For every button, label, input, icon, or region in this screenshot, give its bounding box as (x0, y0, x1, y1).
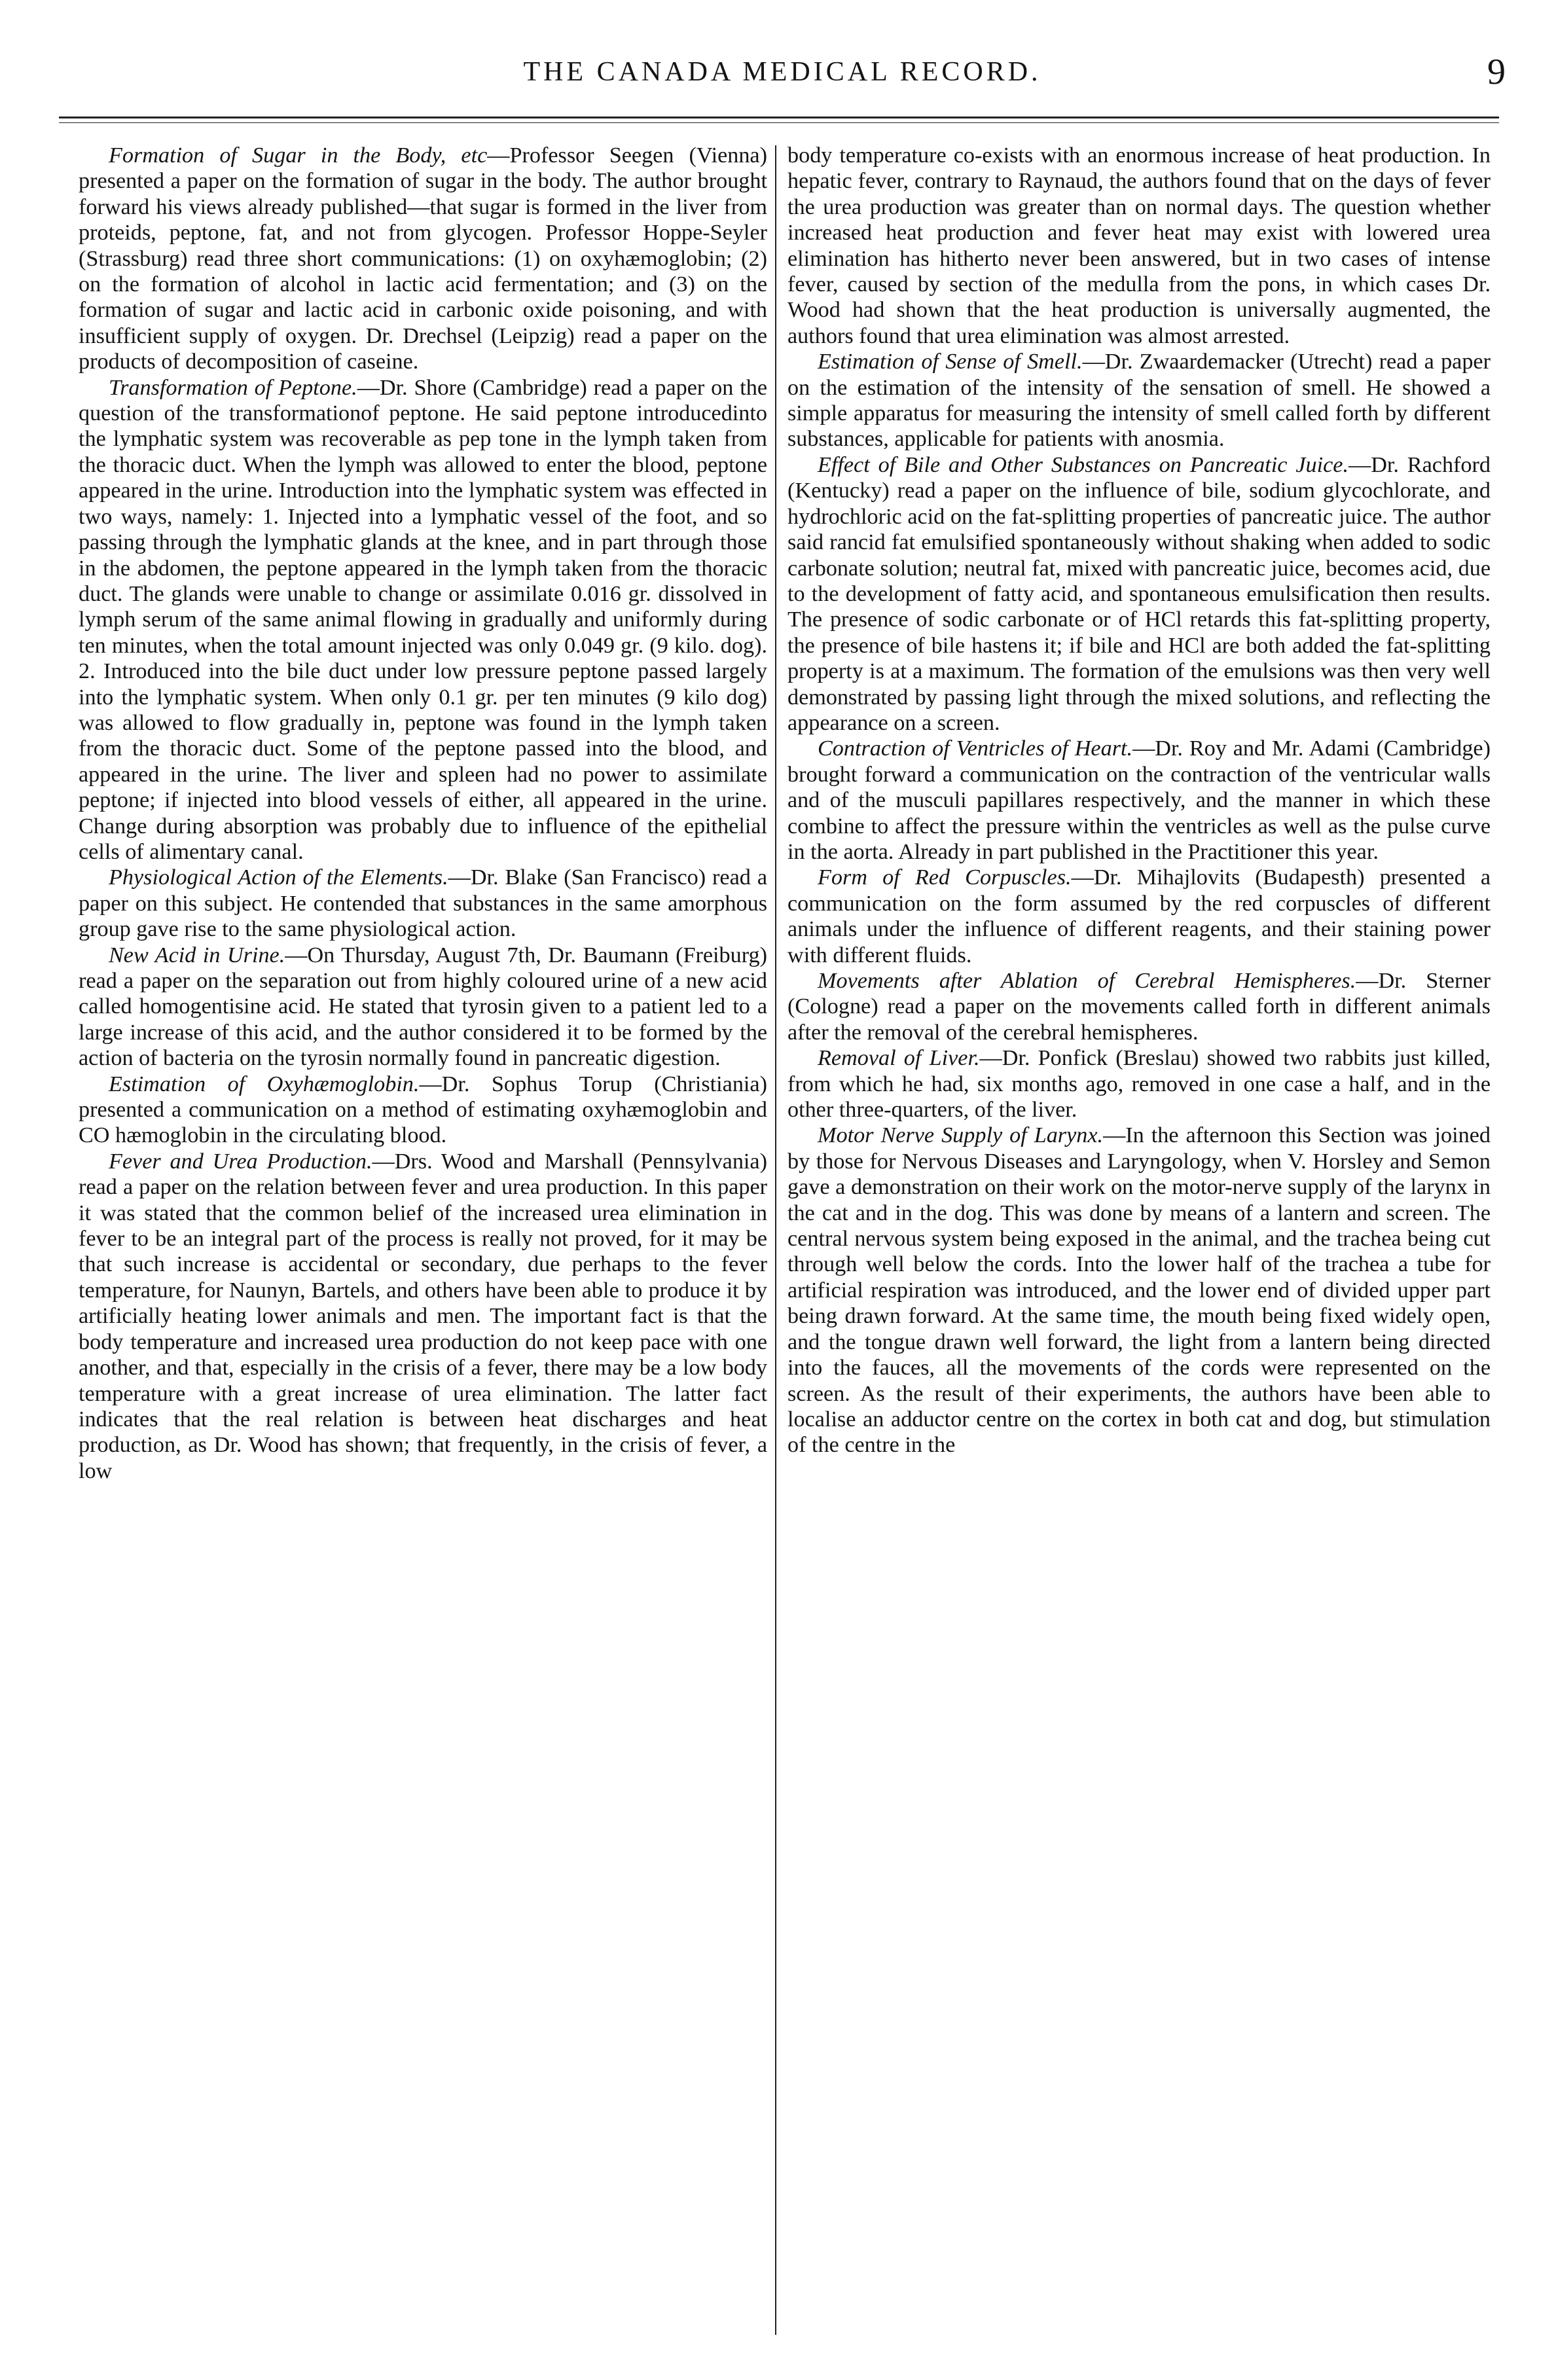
paragraph-text: body temperature co-exists with an enormous increase of heat production. In hepatic fever, contrary to Raynaud, the authors found that on the days of fever the urea production was greater than on normal days. The question whether increased heat production and fever heat may exist with lowered urea elimination has hitherto never been answered, but in two cases of intense fever, caused by section of the medulla from the pons, in which cases Dr. Wood had shown that the heat production is universally augmented, the authors found that urea elimination was almost arrested. (787, 143, 1491, 348)
paragraph-text: —Dr. Shore (Cambridge) read a paper on the question of the transformationof peptone. He said peptone introducedinto the lymphatic system was recoverable as pep tone in the lymph taken from the thoracic duct. When the lymph was allowed to enter the blood, peptone appeared in the urine. Introduction into the lymphatic system was effected in two ways, namely: 1. Injected into a lymphatic vessel of the foot, and so passing through the lymphatic glands at the knee, and in part through those in the abdomen, the peptone appeared in the lymph taken from the thoracic duct. The glands were unable to change or assimilate 0.016 gr. dissolved in lymph serum of the same animal flowing in gradually and uniformly during ten minutes, when the total amount injected was only 0.049 gr. (9 kilo. dog). 2. Introduced into the bile duct under low pressure peptone passed largely into the lymphatic system. When only 0.1 gr. per ten minutes (9 kilo dog) was allowed to flow gradually in, peptone was found in the lymph taken from the thoracic duct. Some of the peptone passed into the blood, and appeared in the urine. The liver and spleen had no power to assimilate peptone; if injected into blood vessels of either, all appeared in the urine. Change during absorption was probably due to influence of the epithelial cells of alimentary canal. (79, 375, 768, 864)
paragraph (79, 943, 767, 1072)
section-heading: Estimation of Oxyhæmoglobin. (109, 1072, 420, 1096)
paragraph-text: —Dr. Ponfick (Breslau) showed two rabbits just killed, from which he had, six months ago, removed in one case a half, and in the other three-quarters, of the liver. (787, 1046, 1491, 1123)
paragraph-text: —Drs. Wood and Marshall (Pennsylvania) read a paper on the relation between fever and urea production. In this paper it was stated that the common belief of the increased urea elimination in fever to be an integral part of the process is really not proved, for it may be that such increase is accidental or secondary, due perhaps to the fever temperature, for Naunyn, Bartels, and others have been able to produce it by artificially heating lower animals and men. The important fact is that the body temperature and increased urea production do not keep pace with one another, and that, especially in the crisis of a fever, there may be a low body temperature with a great increase of urea elimination. The latter fact indicates that the real relation is between heat discharges and heat production, as Dr. Wood has shown; that frequently, in the crisis of fever, a low (79, 1149, 767, 1483)
paragraph-text: —Dr. Blake (San Francisco) read a paper on this subject. He contended that substances in the same amorphous group gave rise to the same physiological action. (79, 865, 767, 942)
paragraph (79, 1149, 767, 1484)
paragraph-text: —Dr. Mihajlovits (Budapesth) presented a communication on the form assumed by the red corpuscles of different animals under the influence of different reagents, and their staining power with different fluids. (787, 865, 1491, 967)
section-heading: Fever and Urea Production. (109, 1149, 372, 1174)
paragraph (787, 865, 1491, 968)
page-header (59, 51, 1506, 97)
section-heading: Formation of Sugar in the Body, etc (109, 143, 488, 168)
section-heading: Motor Nerve Supply of Larynx. (818, 1123, 1104, 1148)
section-heading: Physiological Action of the Elements. (109, 865, 448, 890)
paragraph-text: —Dr. Sterner (Cologne) read a paper on the movements called forth in different animals after the removal of the cerebral hemispheres. (787, 969, 1491, 1045)
section-heading: Form of Red Corpuscles. (818, 865, 1072, 890)
paragraph-text: —Dr. Zwaardemacker (Utrecht) read a paper on the estimation of the intensity of the sensation of smell. He showed a simple apparatus for measuring the intensity of smell called forth by different substances, applicable for patients with anosmia. (787, 350, 1491, 452)
paragraph (79, 865, 767, 942)
paragraph-text: —Dr. Sophus Torup (Christiania) presented a communication on a method of estimating oxyhæmoglobin and CO hæmoglobin in the circulating blood. (79, 1072, 767, 1148)
paragraph (787, 968, 1491, 1045)
page-number: 9 (1487, 52, 1506, 92)
paragraph (79, 1072, 767, 1149)
paragraph (787, 1123, 1491, 1458)
paragraph (79, 375, 767, 865)
paragraph (787, 349, 1491, 452)
section-heading: Transformation of Peptone. (109, 375, 357, 400)
column-divider (775, 145, 776, 2335)
running-title: THE CANADA MEDICAL RECORD. (523, 57, 1041, 87)
paragraph (787, 452, 1491, 736)
paragraph-text: —Dr. Rachford (Kentucky) read a paper on the influence of bile, sodium glycochlorate, and hydrochloric acid on the fat-splitting properties of pancreatic juice. The author said rancid fat emulsified spontaneously without shaking when added to sodic carbonate solution; neutral fat, mixed with pancreatic juice, becomes acid, due to the development of fatty acid, and spontaneous emulsification then results. The presence of sodic carbonate or of HCl retards this fat-splitting property, the presence of bile hastens it; if bile and HCl are both added the fat-splitting property is at a maximum. The formation of the emulsions was then very well demonstrated by passing light through the mixed solutions, and reflecting the appearance on a screen. (787, 452, 1491, 735)
right-column (787, 143, 1491, 1458)
header-rule-thin (59, 122, 1499, 123)
paragraph (79, 143, 767, 375)
section-heading: New Acid in Urine. (109, 943, 285, 967)
paragraph-text: —Professor Seegen (Vienna) presented a paper on the formation of sugar in the body. The author brought forward his views already published—that sugar is formed in the liver from proteids, peptone, fat, and not from glycogen. Professor Hoppe-Seyler (Strassburg) read three short communications: (1) on oxyhæmoglobin; (2) on the formation of alcohol in lactic acid fermentation; and (3) on the formation of sugar and lactic acid in carbonic oxide poisoning, and with insufficient supply of oxygen. Dr. Drechsel (Leipzig) read a paper on the products of decomposition of caseine. (79, 143, 767, 374)
section-heading: Contraction of Ventricles of Heart. (818, 736, 1133, 761)
header-rule (59, 117, 1499, 118)
paragraph (787, 736, 1491, 865)
paragraph-text: —In the afternoon this Section was joined by those for Nervous Diseases and Laryngology, when V. Horsley and Semon gave a demonstration on their work on the motor-nerve supply of the larynx in the cat and in the dog. This was done by means of a lantern and screen. The central nervous system being exposed in the animal, and the trachea being cut through well below the cords. Into the lower half of the trachea a tube for artificial respiration was introduced, and the lower end of divided upper part being drawn forward. At the same time, the mouth being fixed widely open, and the tongue drawn well forward, the light from a lantern being directed into the fauces, all the movements of the cords were represented on the screen. As the result of their experiments, the authors have been able to localise an adductor centre on the cortex in both cat and dog, but stimulation of the centre in the (787, 1123, 1491, 1458)
left-column (79, 143, 767, 1484)
section-heading: Movements after Ablation of Cerebral Hemispheres. (818, 969, 1356, 993)
section-heading: Estimation of Sense of Smell. (818, 350, 1083, 374)
paragraph (787, 1045, 1491, 1123)
section-heading: Effect of Bile and Other Substances on Pancreatic Juice. (818, 452, 1348, 477)
section-heading: Removal of Liver. (818, 1046, 980, 1071)
paragraph (787, 143, 1491, 349)
paragraph-text: —Dr. Roy and Mr. Adami (Cambridge) brought forward a communication on the contraction of the ventricular walls and of the musculi papillares respectively, and the manner in which these combine to affect the pressure within the ventricles as well as the pulse curve in the aorta. Already in part published in the Practitioner this year. (787, 736, 1491, 864)
paragraph-text: —On Thursday, August 7th, Dr. Baumann (Freiburg) read a paper on the separation out from highly coloured urine of a new acid called homogentisine acid. He stated that tyrosin given to a patient led to a large increase of this acid, and the author considered it to be formed by the action of bacteria on the tyrosin normally found in pancreatic digestion. (79, 943, 767, 1071)
